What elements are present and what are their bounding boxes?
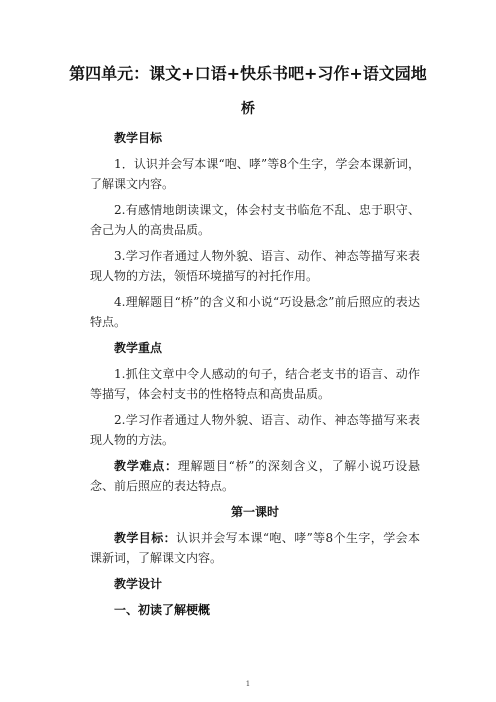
lesson-goal-paragraph <box>90 528 420 568</box>
step-heading: 一、初读了解梗概 <box>114 603 211 617</box>
design-heading: 教学设计 <box>114 577 163 591</box>
goal-item: 2.有感情地朗读课文，体会村支书临危不乱、忠于职守、舍己为人的高贵品质。 <box>90 203 420 237</box>
difficulty-text: 理解题目“桥”的深刻含义，了解小说巧设悬念、前后照应的表达特点。 <box>90 459 420 493</box>
lesson-heading: 第一课时 <box>230 505 279 519</box>
goal-item: 1．认识并会写本课“咆、哮”等8个生字，学会本课新词，了解课文内容。 <box>90 157 420 191</box>
key-point-item: 1.抓住文章中令人感动的句子，结合老支书的语言、动作等描写，体会村支书的性格特点和高贵品质。 <box>90 367 420 401</box>
goal-item: 3.学习作者通过人物外貌、语言、动作、神态等描写来表现人物的方法，领悟环境描写的衬托作用。 <box>90 249 420 283</box>
document-title: 第四单元：课文+口语+快乐书吧+习作+语文园地 <box>69 64 427 83</box>
goal-item: 4.理解题目“桥”的含义和小说“巧设悬念”前后照应的表达特点。 <box>90 295 420 329</box>
document-body <box>90 128 420 626</box>
difficulty-label: 教学难点： <box>114 459 178 473</box>
lesson-goal-text: 认识并会写本课“咆、哮”等8个生字，学会本课新词，了解课文内容。 <box>90 531 420 565</box>
key-point-item: 2.学习作者通过人物外貌、语言、动作、神态等描写来表现人物的方法。 <box>90 413 420 447</box>
goals-heading: 教学目标 <box>114 131 163 145</box>
lesson-title: 桥 <box>241 101 255 117</box>
page-number: 1 <box>245 680 251 688</box>
key-points-heading: 教学重点 <box>114 341 163 355</box>
lesson-goal-label: 教学目标： <box>114 531 177 545</box>
difficulty-paragraph <box>90 456 420 496</box>
